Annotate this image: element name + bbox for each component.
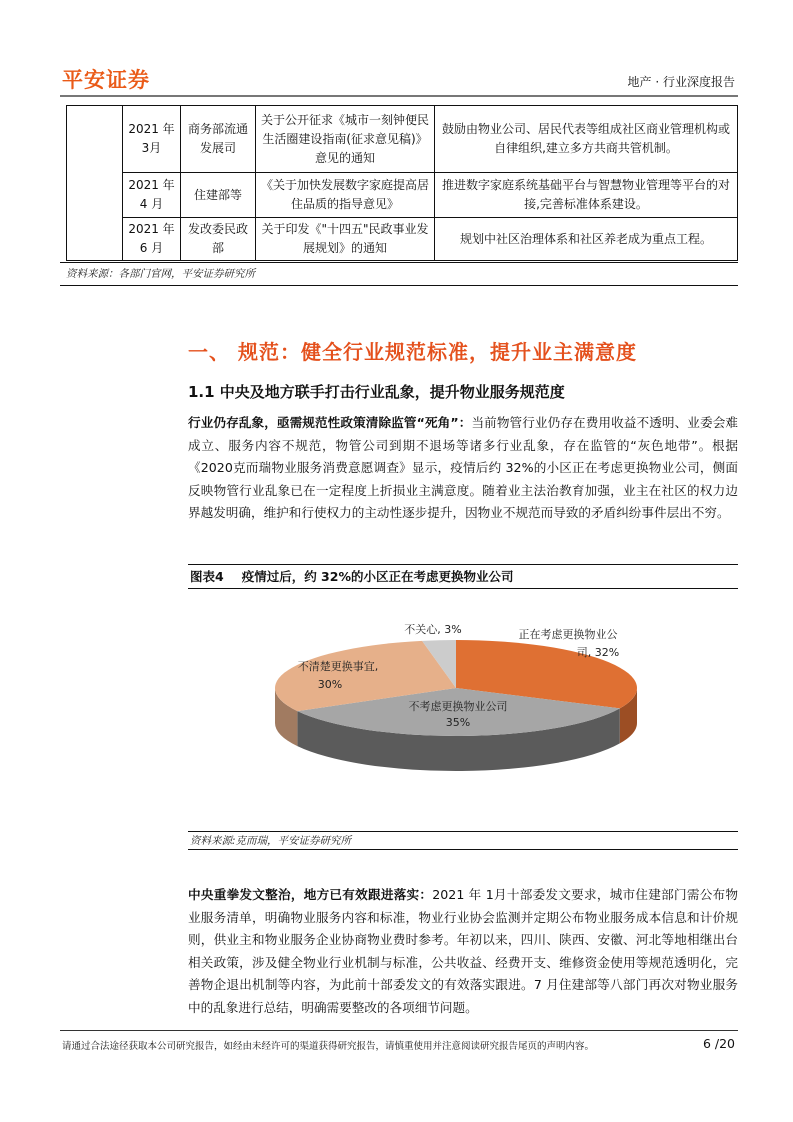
table-row [67, 218, 738, 261]
pie-label: 不关心, 3% [404, 623, 462, 636]
figure-title: 疫情过后，约 32%的小区正在考虑更换物业公司 [241, 569, 514, 584]
section-title: 一、 规范：健全行业规范标准，提升业主满意度 [188, 340, 637, 364]
cell-doc: 关于印发《"十四五"民政事业发展规划》的通知 [256, 218, 435, 261]
paragraph-lead: 行业仍存乱象，亟需规范性政策清除监管“死角”： [188, 415, 472, 430]
paragraph-1 [188, 412, 738, 525]
cell-content: 规划中社区治理体系和社区养老成为重点工程。 [435, 218, 738, 261]
page-number: 6 /20 [702, 1036, 735, 1051]
policy-table [66, 105, 738, 261]
blank-cell [67, 106, 123, 261]
cell-doc: 《关于加快发展数字家庭提高居住品质的指导意见》 [256, 173, 435, 218]
cell-doc: 关于公开征求《城市一刻钟便民生活圈建设指南(征求意见稿)》意见的通知 [256, 106, 435, 173]
table-source: 资料来源：各部门官网，平安证券研究所 [66, 268, 255, 280]
cell-dept: 住建部等 [181, 173, 256, 218]
paragraph-lead: 中央重拳发文整治，地方已有效跟进落实： [188, 887, 433, 902]
pie-label: 正在考虑更换物业公 [518, 628, 618, 641]
figure-source: 资料来源:克而瑞，平安证券研究所 [190, 835, 352, 847]
cell-date: 2021 年 4 月 [123, 173, 181, 218]
pie-chart [188, 590, 738, 830]
pie-label: 司, 32% [576, 646, 620, 659]
pie-label: 不考虑更换物业公司 [408, 700, 508, 713]
header-divider [60, 95, 738, 97]
pie-label: 不清楚更换事宜, [297, 660, 379, 673]
paragraph-text: 2021 年 1月十部委发文要求，城市住建部门需公布物业服务清单，明确物业服务内容和标准，物业行业协会监测并定期公布物业服务成本信息和计价规则，供业主和物业服务企业协商物业费时参考。年初以来，四川、陕西、安徽、河北等地相继出台相关政策，涉及健全物业行业机制与标准，公共收益、经费开支、维修资金使用等规范透明化，完善物企退出机制等内容，为此前十部委发文的有效落实跟进。7 月住建部等八部门再次对物业服务中的乱象进行总结，明确需要整改的各项细节问题。 [188, 887, 739, 1015]
report-type: 地产 · 行业深度报告 [627, 75, 735, 89]
table-row [67, 106, 738, 173]
cell-dept: 商务部流通发展司 [181, 106, 256, 173]
cell-content: 推进数字家庭系统基础平台与智慧物业管理等平台的对接,完善标准体系建设。 [435, 173, 738, 218]
figure-number: 图表4 [190, 569, 224, 584]
footer-disclaimer: 请通过合法途径获取本公司研究报告，如经由未经许可的渠道获得研究报告，请慎重使用并注意阅读研究报告尾页的声明内容。 [62, 1041, 595, 1052]
paragraph-text: 当前物管行业仍存在费用收益不透明、业委会难成立、服务内容不规范，物管公司到期不退场等诸多行业乱象，存在监管的“灰色地带”。根据《2020克而瑞物业服务消费意愿调查》显示，疫情后约 32%的小区正在考虑更换物业公司，侧面反映物管行业乱象已在一定程度上折损业主满意度。随着业主法治教育加强，业主在社区的权力边界越发明确，维护和行使权力的主动性逐步提升，因物业不规范而导致的矛盾纠纷事件层出不穷。 [188, 415, 738, 521]
cell-dept: 发改委民政部 [181, 218, 256, 261]
company-logo: 平安证券 [62, 68, 150, 92]
cell-content: 鼓励由物业公司、居民代表等组成社区商业管理机构或自律组织,建立多方共商共管机制。 [435, 106, 738, 173]
pie-label: 35% [445, 716, 471, 729]
section-subtitle: 1.1 中央及地方联手打击行业乱象，提升物业服务规范度 [188, 383, 565, 401]
table-row [67, 173, 738, 218]
figure-caption [188, 564, 738, 589]
cell-date: 2021 年 6 月 [123, 218, 181, 261]
paragraph-2 [188, 884, 738, 1020]
cell-date: 2021 年 3月 [123, 106, 181, 173]
pie-label: 30% [317, 678, 343, 691]
